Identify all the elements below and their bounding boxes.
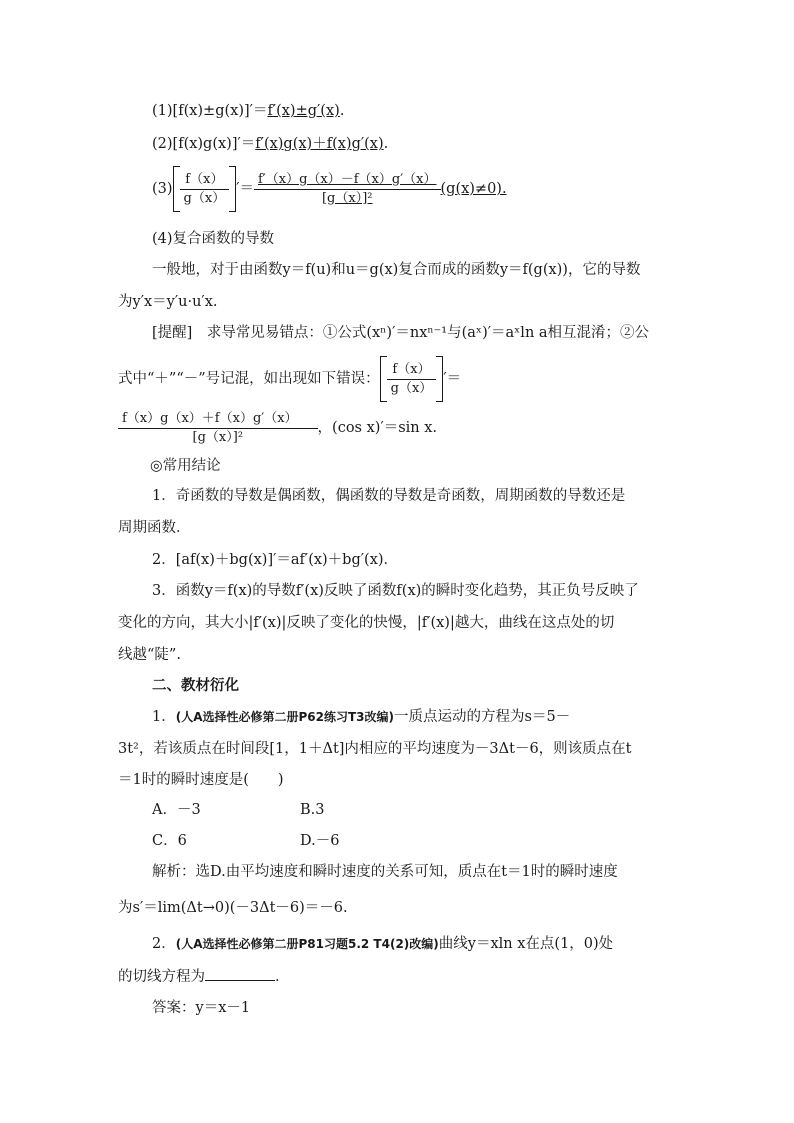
q2-line-2-end: ． [275, 969, 290, 985]
rule-3-lhs-numerator: f（x） [180, 171, 230, 190]
rule-3 [152, 166, 507, 212]
rule-3-label: (3) [152, 181, 173, 197]
conclusion-3-line-3: 线越“陡”. [118, 647, 181, 663]
q2-source: (人A选择性必修第二册P81习题5.2 T4(2)改编) [175, 937, 439, 951]
rule-2 [152, 134, 388, 154]
conclusions-title: ◎常用结论 [150, 458, 221, 474]
left-bracket [173, 166, 180, 212]
tip-eq: ′＝ [443, 371, 462, 387]
q1-line-1-text: 一质点运动的方程为s＝5－ [394, 709, 571, 725]
tip-line-2 [118, 356, 461, 402]
q1-source: (人A选择性必修第二册P62练习T3改编) [175, 710, 395, 724]
q1-option-c: C．6 [152, 833, 187, 849]
answer-blank[interactable] [205, 966, 275, 981]
rule-3-prime: ′＝ [236, 181, 254, 197]
tip-lhs-denominator: g（x） [390, 380, 433, 396]
rule-1-answer: f′(x)±g′(x) [267, 103, 340, 119]
rule-4-title: (4)复合函数的导数 [152, 231, 275, 247]
q1-number: 1． [152, 709, 176, 725]
q1-solution-line-2: 为s′＝lim(Δt→0)(－3Δt－6)＝－6. [118, 900, 348, 916]
rule-4-line-2: 为y′x＝y′u·u′x. [118, 294, 218, 310]
tip-wrong-fraction [118, 410, 318, 447]
section-2-title: 二、教材衍化 [152, 677, 239, 694]
conclusion-2: 2．[af(x)＋bg(x)]′＝af′(x)＋bg′(x)． [152, 552, 399, 568]
rule-3-rhs-numerator: f′（x）g（x）－f（x）g′（x） [254, 171, 441, 190]
conclusion-3-line-1: 3．函数y＝f(x)的导数f′(x)反映了函数f(x)的瞬时变化趋势，其正负号反映了 [152, 583, 639, 599]
tip-right-bracket [436, 356, 443, 402]
q1-solution-line-1: 解析：选D.由平均速度和瞬时速度的关系可知，质点在t＝1时的瞬时速度 [152, 864, 618, 880]
rule-1-suffix: . [339, 103, 345, 119]
q2-line-1 [152, 934, 613, 954]
q2-line-1-text: 曲线y＝xln x在点(1，0)处 [438, 936, 614, 952]
rule-1-prefix: (1)[f(x)±g(x)]′＝ [152, 103, 268, 119]
rule-1 [152, 101, 344, 121]
conclusion-3-line-2: 变化的方向，其大小|f′(x)|反映了变化的快慢，|f′(x)|越大，曲线在这点处的切 [118, 615, 615, 631]
q2-line-2 [118, 966, 290, 987]
q1-option-a: A．－3 [152, 802, 201, 818]
rule-2-answer: f′(x)g(x)＋f(x)g′(x) [255, 136, 384, 152]
q2-number: 2． [152, 936, 176, 952]
rule-3-rhs-fraction [254, 171, 441, 208]
q1-line-2: 3t²，若该质点在时间段[1，1＋Δt]内相应的平均速度为－3Δt－6，则该质点在t [118, 741, 632, 757]
conclusion-1-line-1: 1．奇函数的导数是偶函数，偶函数的导数是奇函数，周期函数的导数还是 [152, 488, 626, 504]
rule-3-lhs-denominator: g（x） [183, 190, 226, 206]
rule-4-line-1: 一般地，对于由函数y＝f(u)和u＝g(x)复合而成的函数y＝f(g(x))，它的导数 [152, 262, 641, 278]
tip-wrong-denominator: [g（x）]² [192, 429, 244, 445]
q2-line-2-text: 的切线方程为 [118, 969, 205, 985]
rule-3-rhs-denominator: [g（x）]² [321, 190, 373, 206]
q1-line-3: ＝1时的瞬时速度是( ) [118, 772, 284, 788]
tip-tail: ，(cos x)′＝sin x. [317, 420, 438, 436]
conclusion-1-line-2: 周期函数． [118, 520, 191, 536]
rule-2-prefix: (2)[f(x)g(x)]′＝ [152, 136, 256, 152]
rule-3-condition: (g(x)≠0). [440, 181, 507, 197]
tip-left-bracket [380, 356, 387, 402]
tip-line-2-text: 式中“＋”“－”号记混，如出现如下错误： [118, 371, 380, 387]
tip-wrong-numerator: f（x）g（x）＋f（x）g′（x） [118, 410, 318, 429]
tip-line-1: [提醒] 求导常见易错点：①公式(xⁿ)′＝nxⁿ⁻¹与(aˣ)′＝aˣln a相互混淆；②公 [152, 325, 650, 341]
tip-lhs-fraction [387, 361, 437, 398]
tip-lhs-numerator: f（x） [387, 361, 437, 380]
q1-option-d: D.－6 [300, 833, 340, 849]
q1-option-b: B.3 [300, 802, 325, 818]
right-bracket [229, 166, 236, 212]
rule-3-lhs-fraction [180, 171, 230, 208]
q2-answer: 答案：y＝x－1 [152, 1000, 251, 1016]
rule-2-suffix: . [383, 136, 389, 152]
tip-wrong-formula [118, 406, 437, 450]
q1-line-1 [152, 707, 570, 727]
